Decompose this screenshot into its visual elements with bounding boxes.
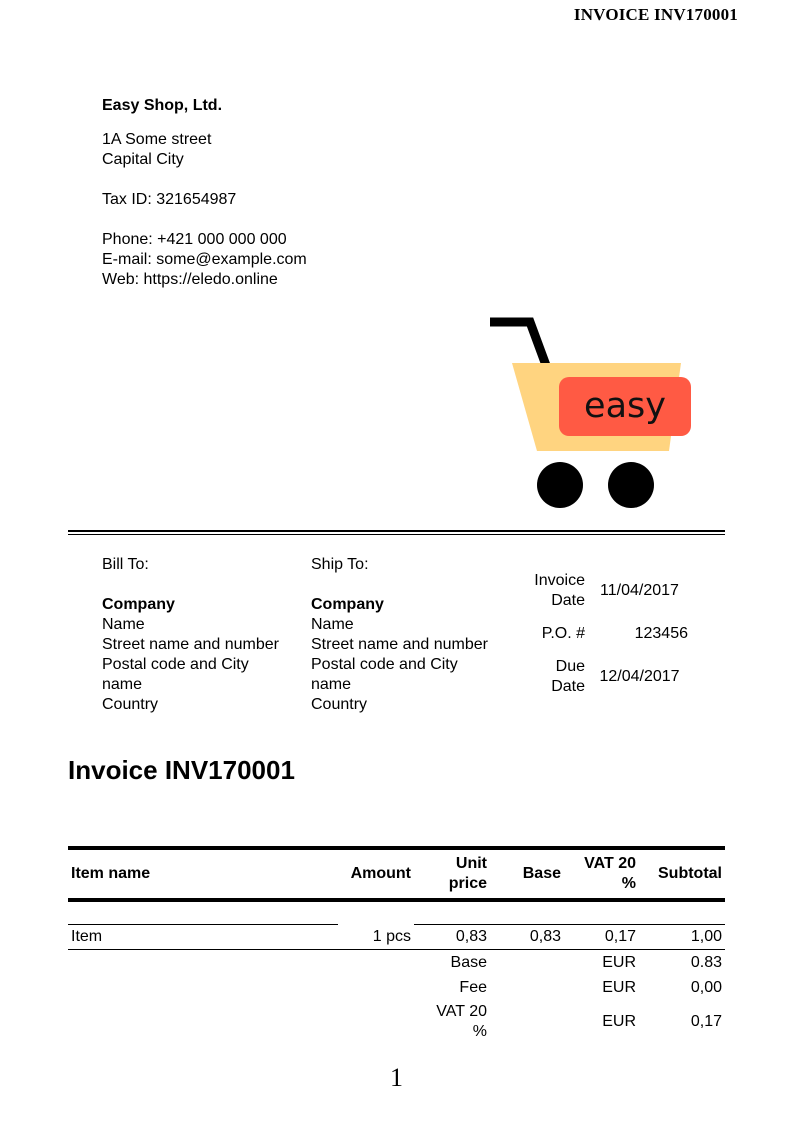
bill-to-street: Street name and number [102, 636, 279, 653]
summary-value: 0.83 [690, 953, 722, 971]
ship-to-name: Name [311, 616, 354, 633]
summary-label: VAT 20 % [436, 1003, 487, 1040]
shopping-cart-icon [485, 313, 700, 513]
divider [68, 534, 725, 535]
col-item-name: Item name [68, 848, 338, 900]
ship-to-country: Country [311, 696, 368, 713]
seller-street: 1A Some street [102, 131, 212, 148]
invoice-heading: Invoice INV170001 [68, 755, 295, 785]
col-base: Base [490, 848, 564, 900]
ship-to-block [311, 555, 516, 715]
due-date-label: Due Date [551, 658, 585, 695]
due-date-value: 12/04/2017 [599, 668, 680, 685]
seller-phone: Phone: +421 000 000 000 [102, 231, 287, 248]
seller-email: E-mail: some@example.com [102, 251, 307, 268]
table-spacer [68, 900, 725, 925]
invoice-date-row [520, 570, 688, 612]
summary-currency: EUR [602, 1013, 636, 1030]
ship-to-street: Street name and number [311, 636, 488, 653]
col-unit-price: Unit price [414, 848, 490, 900]
col-vat: VAT 20 % [564, 848, 639, 900]
item-vat: 0,17 [564, 925, 639, 950]
summary-value: 0,17 [690, 1013, 722, 1030]
bill-to-postal-cont: name [102, 676, 143, 693]
invoice-date-value: 11/04/2017 [600, 582, 679, 599]
summary-currency: EUR [602, 953, 636, 971]
header-invoice-title: INVOICE INV170001 [573, 5, 738, 24]
seller-info [102, 96, 307, 290]
summary-row-vat [68, 1000, 725, 1044]
summary-row-base [68, 950, 725, 976]
seller-web: Web: https://eledo.online [102, 271, 278, 288]
ship-to-company: Company [311, 596, 384, 613]
po-row [520, 612, 688, 656]
item-unit-price: 0,83 [414, 925, 490, 950]
summary-value: 0,00 [690, 978, 722, 996]
table-header-row [68, 848, 725, 900]
ship-to-postal: Postal code and City [311, 656, 458, 673]
item-subtotal: 1,00 [639, 925, 725, 950]
col-amount: Amount [338, 848, 414, 900]
items-table [68, 846, 725, 1044]
easy-shop-logo [485, 313, 700, 513]
summary-label: Base [450, 953, 487, 971]
page-number: 1 [390, 1063, 403, 1092]
po-label: P.O. # [541, 625, 585, 642]
ship-to-label: Ship To: [311, 556, 369, 573]
divider [68, 530, 725, 532]
bill-to-block [102, 555, 307, 715]
logo-text: easy [584, 386, 666, 426]
item-base: 0,83 [490, 925, 564, 950]
bill-to-country: Country [102, 696, 159, 713]
seller-tax-id: Tax ID: 321654987 [102, 191, 237, 208]
summary-currency: EUR [602, 978, 636, 996]
summary-label: Fee [459, 978, 487, 996]
invoice-meta [520, 570, 688, 698]
item-amount: 1 pcs [338, 925, 414, 950]
bill-to-company: Company [102, 596, 175, 613]
table-row [68, 925, 725, 950]
seller-name: Easy Shop, Ltd. [102, 97, 223, 114]
col-subtotal: Subtotal [639, 848, 725, 900]
bill-to-postal: Postal code and City [102, 656, 249, 673]
po-value: 123456 [634, 625, 688, 642]
seller-city: Capital City [102, 151, 184, 168]
invoice-date-label: Invoice Date [534, 572, 585, 609]
bill-to-name: Name [102, 616, 145, 633]
due-date-row [520, 656, 688, 698]
bill-to-label: Bill To: [102, 556, 149, 573]
summary-row-fee [68, 975, 725, 1000]
ship-to-postal-cont: name [311, 676, 352, 693]
item-name: Item [68, 925, 338, 950]
